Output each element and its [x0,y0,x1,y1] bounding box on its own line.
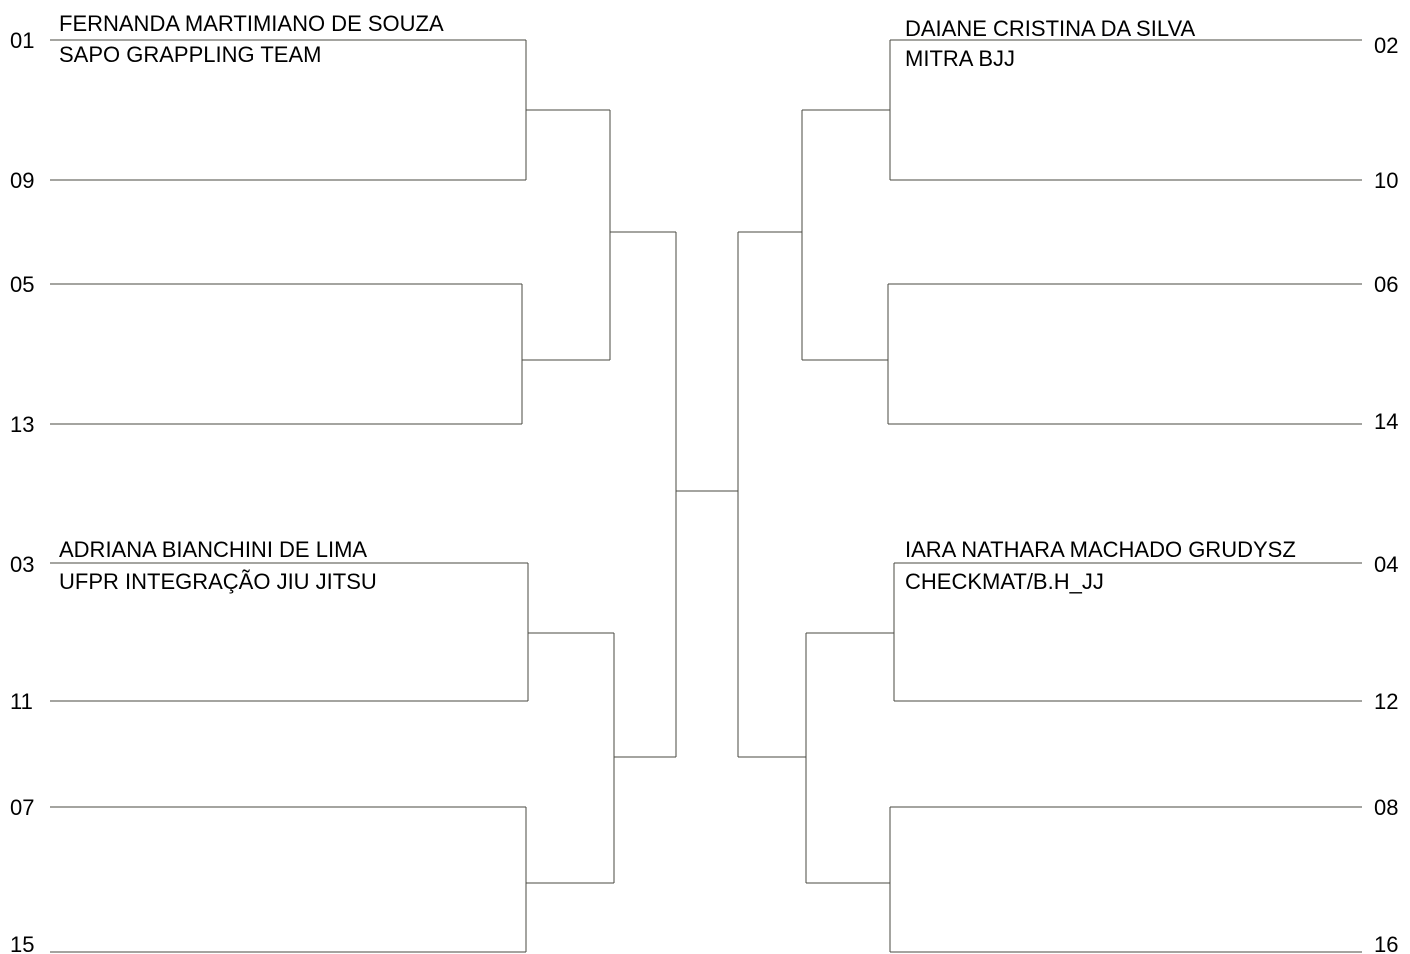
seed-number: 12 [1374,689,1399,714]
athlete-name: FERNANDA MARTIMIANO DE SOUZA [59,11,444,36]
right-bracket [738,16,1398,954]
seed-number: 09 [10,168,35,193]
athlete-name: DAIANE CRISTINA DA SILVA [905,16,1196,41]
team-name: UFPR INTEGRAÇÃO JIU JITSU [59,569,377,594]
seed-number: 11 [10,689,33,714]
team-name: CHECKMAT/B.H_JJ [905,569,1104,594]
seed-number: 01 [10,28,35,53]
seed-number: 07 [10,795,35,820]
athlete-name: IARA NATHARA MACHADO GRUDYSZ [905,537,1296,562]
team-name: SAPO GRAPPLING TEAM [59,42,322,67]
seed-number: 14 [1374,409,1399,434]
seed-number: 08 [1374,795,1399,820]
seed-number: 02 [1374,33,1399,58]
seed-number: 10 [1374,168,1399,193]
team-name: MITRA BJJ [905,46,1016,71]
seed-number: 04 [1374,552,1399,577]
seed-number: 06 [1374,272,1399,297]
seed-number: 15 [10,932,35,954]
seed-number: 13 [10,412,35,437]
athlete-name: ADRIANA BIANCHINI DE LIMA [59,537,368,562]
seed-number: 16 [1374,932,1399,954]
seed-number: 03 [10,552,35,577]
left-bracket [10,11,676,954]
seed-number: 05 [10,272,35,297]
